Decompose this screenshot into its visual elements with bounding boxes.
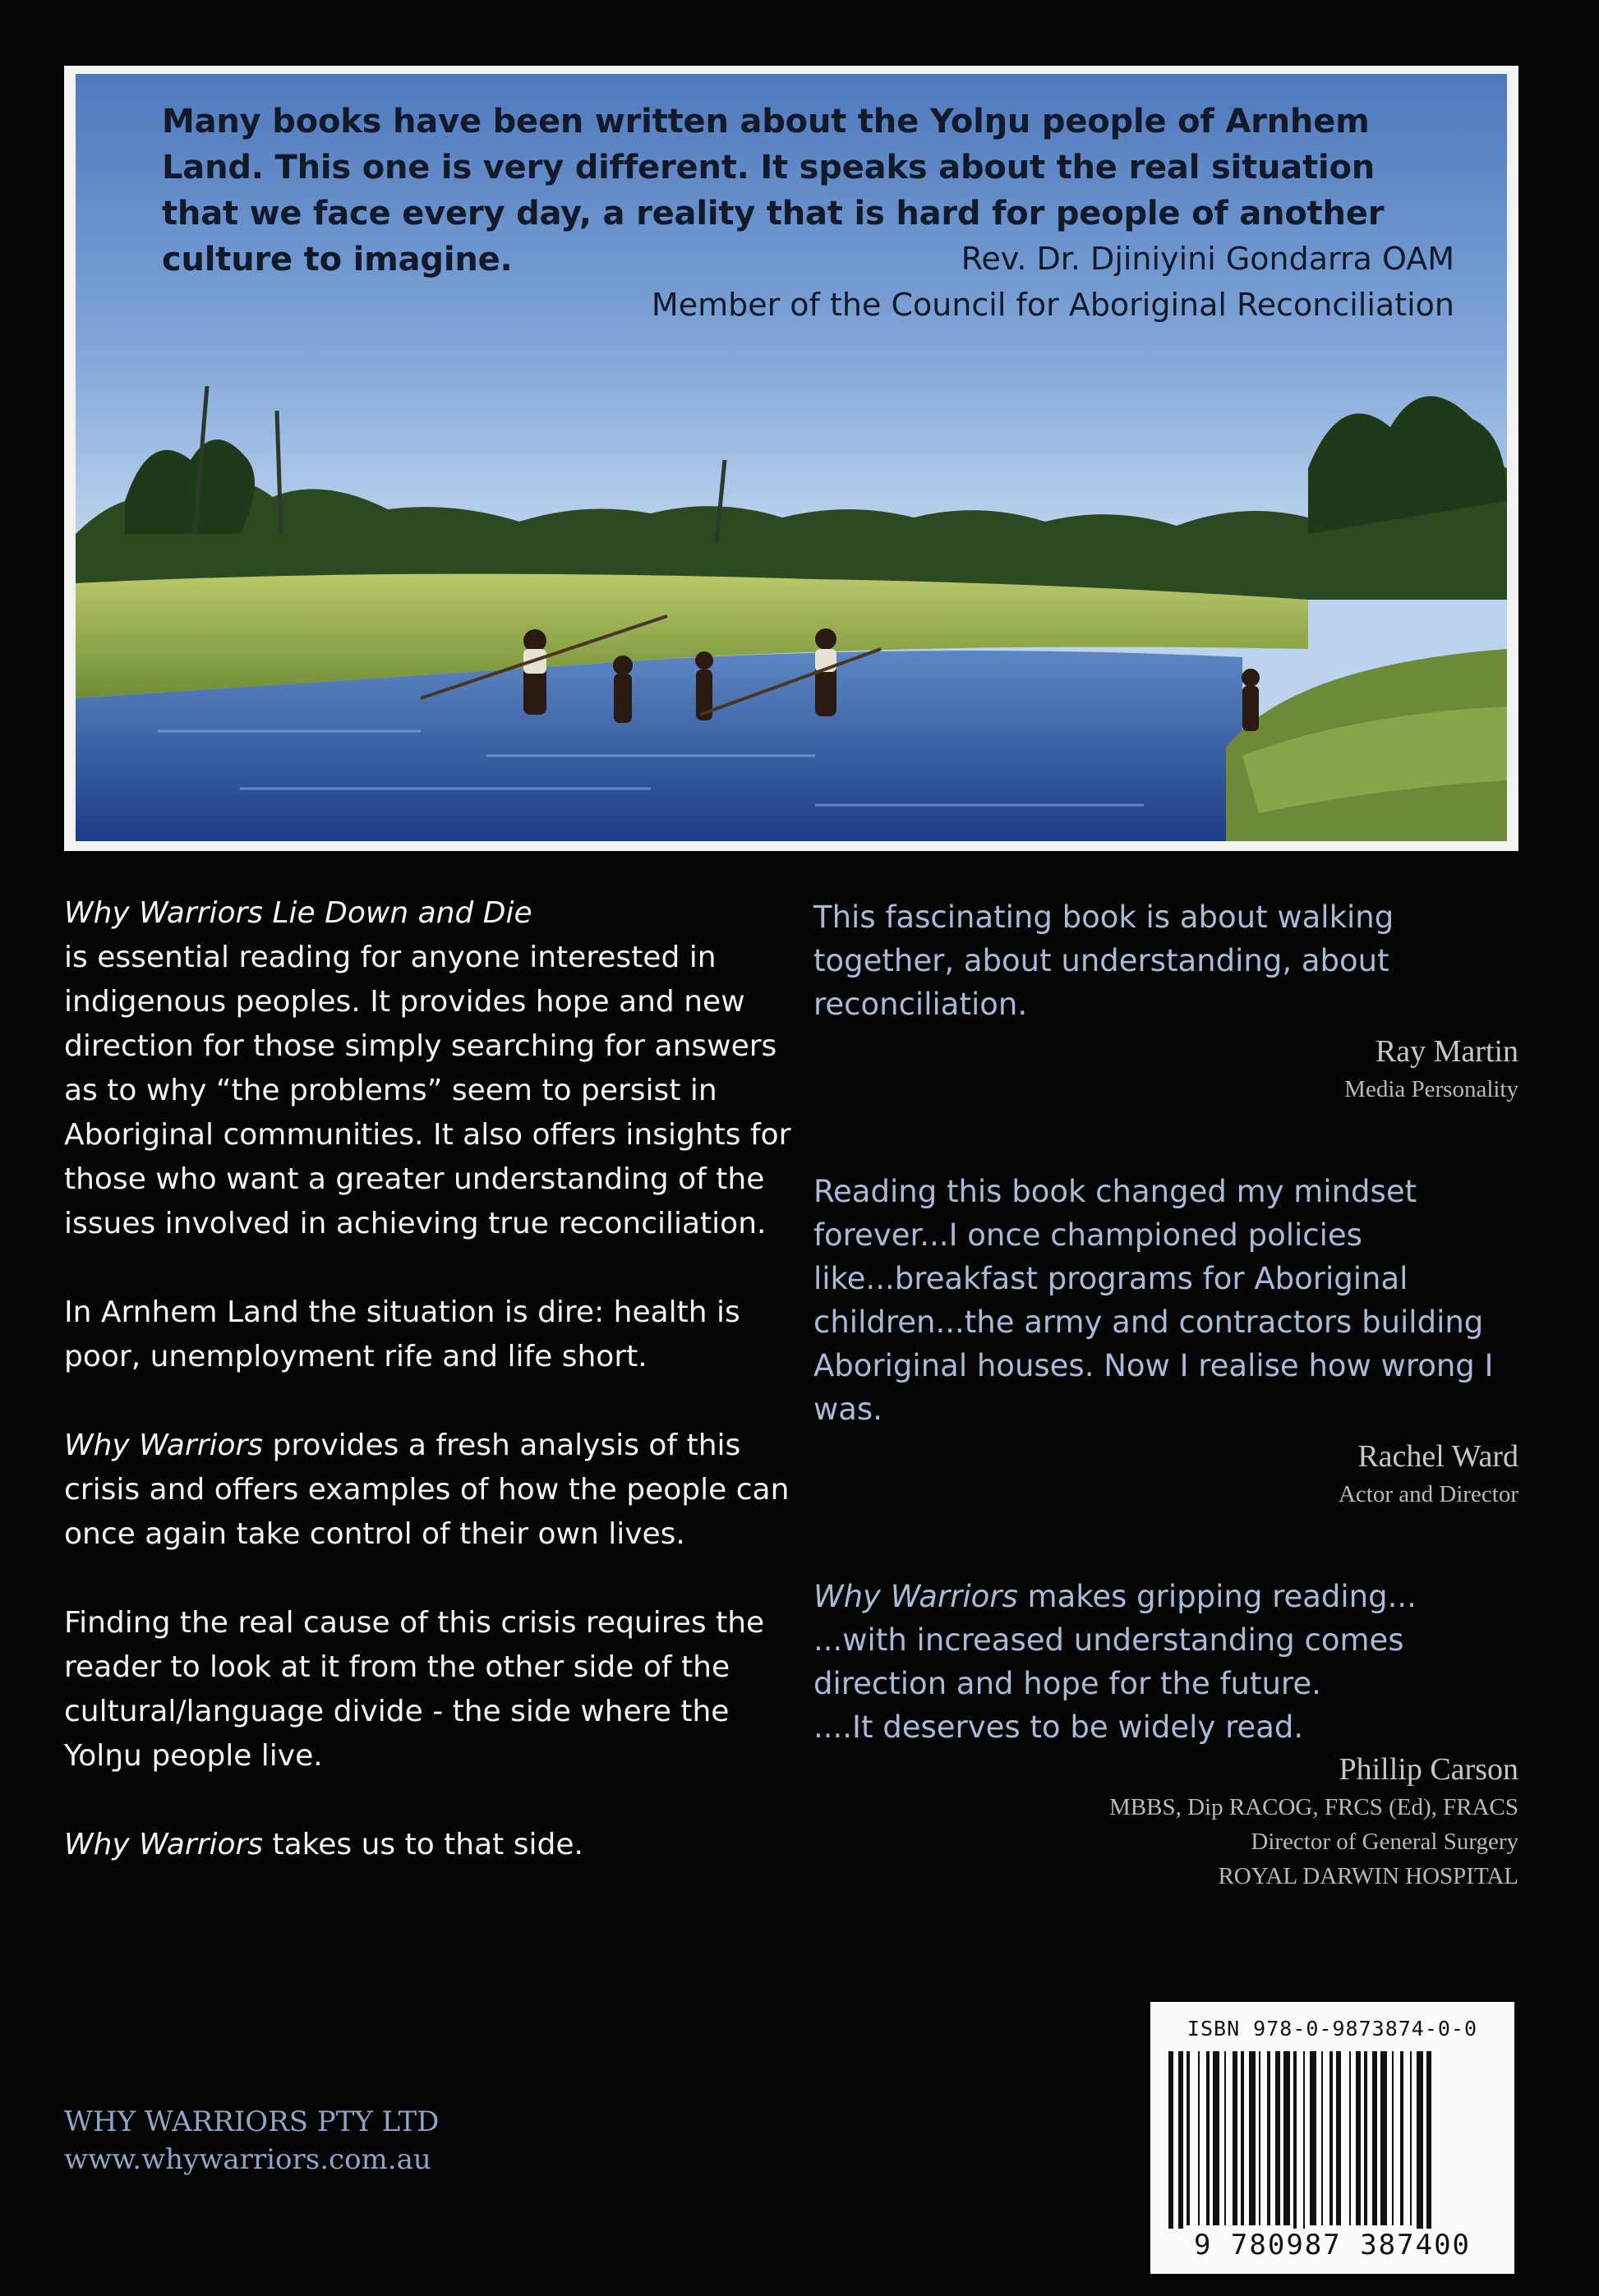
barcode-bar — [1310, 2051, 1316, 2225]
isbn-label: ISBN 978-0-9873874-0-0 — [1187, 2017, 1478, 2041]
testimonial-author-role: Media Personality — [1344, 1076, 1518, 1102]
barcode-bar — [1410, 2051, 1412, 2225]
testimonial-text-line-2: ...with increased understanding comes direction and hope for the future. — [813, 1622, 1404, 1701]
blurb-paragraph-4: Finding the real cause of this crisis requires the reader to look at it from the other side of the cultural/language divide - the side where the Yolŋu people live. — [64, 1606, 765, 1773]
barcode-bar — [1336, 2051, 1341, 2225]
barcode-bar — [1392, 2051, 1394, 2225]
blurb-paragraph-2: In Arnhem Land the situation is dire: health is poor, unemployment rife and life short. — [64, 1295, 740, 1373]
testimonial-author: Phillip Carson — [1339, 1752, 1518, 1787]
barcode-bar — [1417, 2051, 1423, 2240]
book-title: Why Warriors Lie Down and Die — [64, 896, 532, 930]
barcode-digits: 9 780987 387400 — [1165, 2229, 1500, 2261]
book-short-title: Why Warriors — [64, 1429, 264, 1462]
barcode-bar — [1249, 2051, 1256, 2225]
testimonial-1 — [813, 895, 1518, 1107]
blurb-paragraph-5 — [64, 1823, 804, 1867]
barcode-bar — [1178, 2051, 1183, 2240]
testimonial-text — [813, 1575, 1518, 1749]
book-short-title: Why Warriors — [64, 1828, 264, 1861]
barcode-bar — [1275, 2051, 1280, 2225]
barcode-bar — [1400, 2051, 1403, 2225]
barcode-bar — [1329, 2051, 1333, 2225]
barcode-bar — [1259, 2051, 1260, 2225]
book-blurb — [64, 891, 804, 1912]
barcode-bar — [1233, 2051, 1237, 2225]
isbn-barcode — [1150, 2002, 1514, 2274]
testimonial-author: Ray Martin — [1375, 1034, 1518, 1069]
barcode-bar — [1283, 2051, 1290, 2225]
publisher-name: WHY WARRIORS PTY LTD — [64, 2105, 440, 2138]
testimonial-2 — [813, 1170, 1518, 1511]
barcode-bar — [1349, 2051, 1351, 2225]
photo-quote-author: Rev. Dr. Djiniyini Gondarra OAM — [961, 241, 1454, 277]
barcode-bar — [1213, 2051, 1219, 2225]
barcode-bar — [1187, 2051, 1190, 2225]
cover-photo — [76, 74, 1507, 841]
barcode-bar — [1372, 2051, 1377, 2225]
testimonial-text: This fascinating book is about walking together, about understanding, about reconciliation. — [813, 900, 1394, 1022]
blurb-paragraph-1 — [64, 891, 804, 1246]
barcode-bar — [1293, 2051, 1297, 2240]
publisher-website: www.whywarriors.com.au — [64, 2143, 431, 2176]
blurb-paragraph-3-text: provides a fresh analysis of this crisis and offers examples of how the people can once again take control of their own lives. — [64, 1429, 790, 1551]
testimonial-author: Rachel Ward — [1357, 1439, 1518, 1474]
photo-quote-author-role: Member of the Council for Aboriginal Reconciliation — [651, 287, 1454, 323]
publisher-info — [64, 2103, 439, 2179]
testimonial-author-organisation: ROYAL DARWIN HOSPITAL — [1218, 1863, 1518, 1889]
blurb-paragraph-5-text: takes us to that side. — [263, 1828, 583, 1861]
barcode-bar — [1321, 2051, 1323, 2225]
testimonial-text-line-1: makes gripping reading... — [1017, 1579, 1417, 1614]
barcode-bar — [1380, 2051, 1387, 2225]
photo-quote-attribution — [652, 236, 1454, 328]
blurb-paragraph-1-text: is essential reading for anyone interested in indigenous peoples. It provides hope and new direction for those simply searching for answers as to why “the problems” seem to persist in Aboriginal communities. It also offers insights for those who want a greater understanding of the issues involved in achieving true reconciliation. — [64, 941, 791, 1240]
barcode-bar — [1267, 2051, 1270, 2225]
testimonial-author-qualifications: MBBS, Dip RACOG, FRCS (Ed), FRACS — [1109, 1794, 1518, 1820]
barcode-bar — [1206, 2051, 1210, 2225]
book-short-title: Why Warriors — [813, 1579, 1018, 1614]
barcode-bar — [1303, 2051, 1305, 2240]
testimonial-author-role: Actor and Director — [1338, 1481, 1518, 1507]
testimonial-text: Reading this book changed my mindset forever...I once championed policies like...breakfast programs for Aboriginal children...the army and contractors building Aboriginal houses. Now I realise how wrong I was. — [813, 1174, 1494, 1427]
barcode-bar — [1426, 2051, 1431, 2240]
blurb-paragraph-3 — [64, 1424, 804, 1557]
barcode-bar — [1241, 2051, 1244, 2225]
barcode-bar — [1364, 2051, 1367, 2225]
testimonial-author-role: Director of General Surgery — [1251, 1829, 1518, 1855]
testimonial-text-line-3: ....It deserves to be widely read. — [813, 1709, 1304, 1745]
barcode-bars — [1168, 2051, 1497, 2240]
testimonial-3 — [813, 1575, 1518, 1893]
barcode-bar — [1198, 2051, 1200, 2225]
barcode-bar — [1356, 2051, 1361, 2225]
barcode-bar — [1168, 2051, 1173, 2240]
photo-quote-text: Many books have been written about the Yolŋu people of Arnhem Land. This one is very different. It speaks about the real situation that we face every day, a reality that is hard for people of another culture to imagine. — [162, 103, 1385, 278]
barcode-bar — [1224, 2051, 1226, 2225]
cover-photo-frame — [64, 66, 1518, 851]
